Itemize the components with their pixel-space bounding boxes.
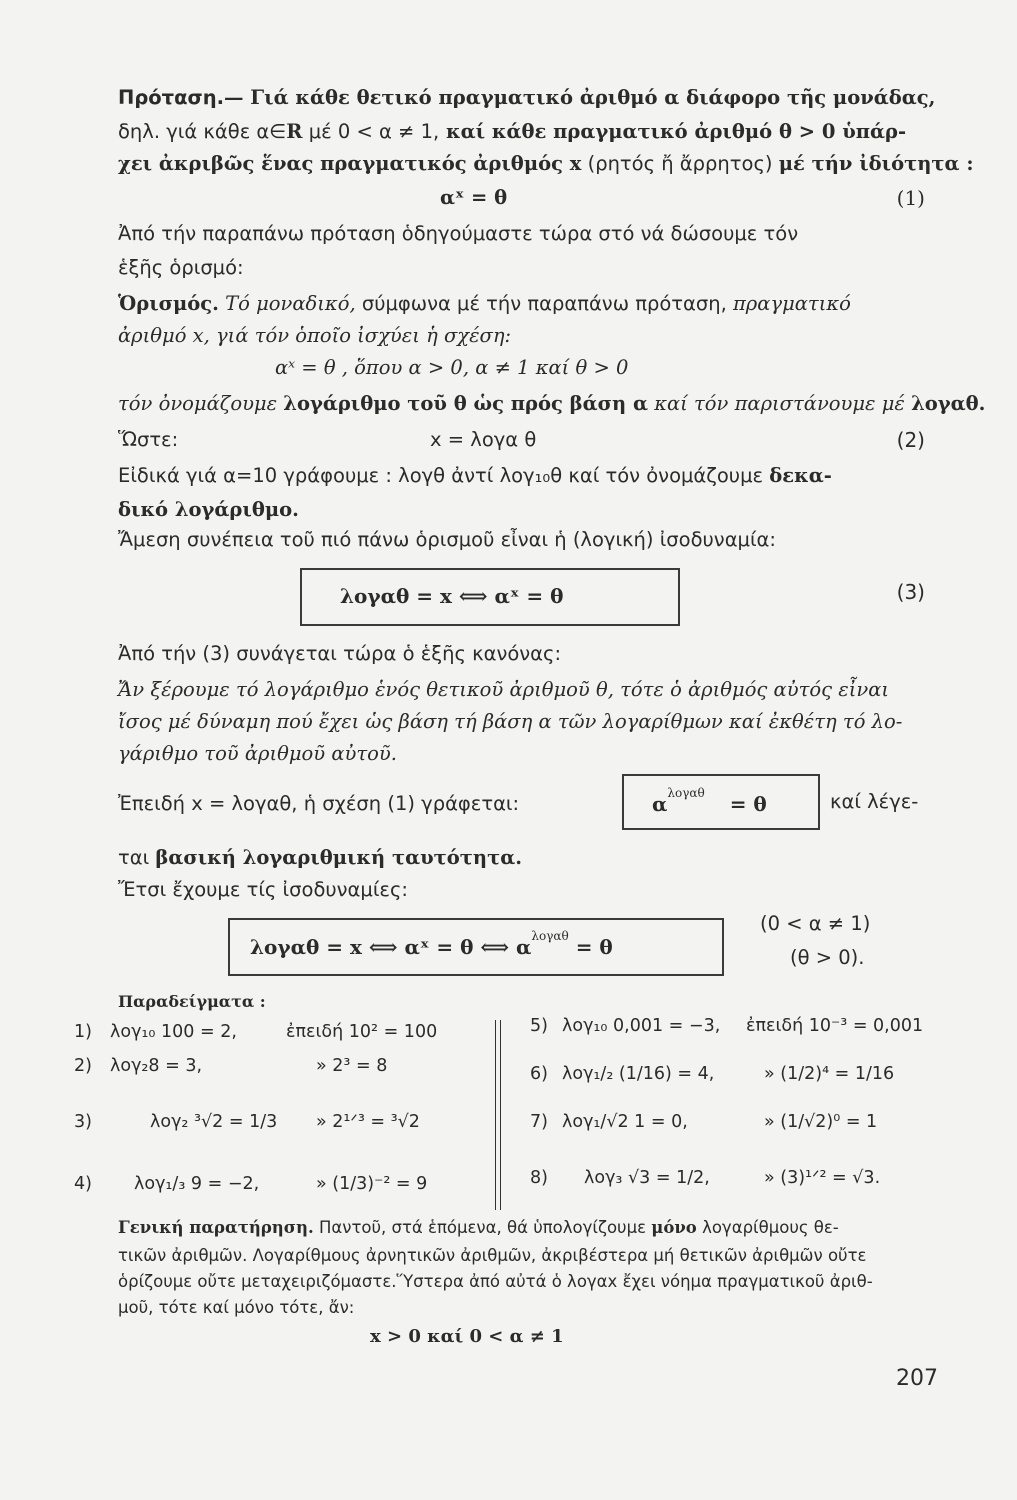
example-6-number: 6) — [530, 1064, 548, 1084]
rule-intro: Ἀπό τήν (3) συνάγεται τώρα ὁ ἑξῆς κανόνας: — [118, 642, 562, 665]
consequence-text: Ἄμεση συνέπεια τοῦ πιό πάνω ὁρισμοῦ εἶναι ἡ (λογική) ἰσοδυναμία: — [118, 528, 776, 551]
equation-1-number: (1) — [896, 186, 925, 210]
example-4-expr: λογ₁/₃ 9 = −2, — [134, 1174, 260, 1194]
equivalences-intro: Ἔτσι ἔχουμε τίς ἰσοδυναμίες: — [118, 878, 408, 901]
example-5-expr: λογ₁₀ 0,001 = −3, — [562, 1016, 721, 1036]
identity-formula: $\alpha^{\lambda o\gamma\alpha\theta} = \theta$ — [652, 786, 767, 816]
example-6-expr: λογ₁/₂ (1/16) = 4, — [562, 1064, 715, 1084]
example-3-number: 3) — [74, 1112, 92, 1132]
example-1-expr: λογ₁₀ 100 = 2, — [110, 1022, 237, 1042]
proposition-line-2: δηλ. γιά κάθε α∈R μέ 0 < α ≠ 1, καί κάθε πραγματικό ἀριθμό θ > 0 ὑπάρ- — [118, 120, 907, 143]
definition-line-1: Ὁρισμός. Τό μοναδικό, σύμφωνα μέ τήν παραπάνω πρόταση, πραγματικό — [118, 292, 851, 315]
general-final-condition: x > 0 καί 0 < α ≠ 1 — [370, 1326, 564, 1347]
example-2-number: 2) — [74, 1056, 92, 1076]
definition-condition: αˣ = θ , ὅπου α > 0, α ≠ 1 καί θ > 0 — [275, 356, 629, 379]
decimal-line-2: δικό λογάριθμο. — [118, 498, 299, 521]
equation-2: x = λογα θ — [430, 428, 537, 451]
example-3-expr: λογ₂ ³√2 = 1/3 — [150, 1112, 278, 1132]
example-2-expr: λογ₂8 = 3, — [110, 1056, 203, 1076]
identity-post: καί λέγε- — [830, 790, 919, 813]
general-label: Γενική παρατήρηση. — [118, 1218, 314, 1237]
example-4-reason: » (1/3)⁻² = 9 — [316, 1174, 428, 1194]
proposition-label: Πρόταση. — [118, 86, 224, 109]
definition-line-4: τόν ὀνομάζουμε λογάριθμο τοῦ θ ὡς πρός βάση α καί τόν παριστάνουμε μέ λογαθ. — [118, 392, 986, 415]
example-2-reason: » 2³ = 8 — [316, 1056, 388, 1076]
general-line-4: μοῦ, τότε καί μόνο τότε, ἄν: — [118, 1298, 355, 1317]
example-8-reason: » (3)¹ᐟ² = √3. — [764, 1168, 881, 1188]
definition-line-2: ἀριθμό x, γιά τόν ὁποῖο ἰσχύει ἡ σχέση: — [118, 324, 512, 347]
proposition-line-1: Πρόταση.— Γιά κάθε θετικό πραγματικό ἀριθμό α διάφορο τῆς μονάδας, — [118, 86, 936, 109]
example-1-reason: ἐπειδή 10² = 100 — [286, 1022, 438, 1042]
equation-1: αˣ = θ — [440, 186, 508, 209]
equivalences-condition-1: (0 < α ≠ 1) — [760, 912, 871, 935]
example-7-reason: » (1/√2)⁰ = 1 — [764, 1112, 878, 1132]
decimal-line-1: Εἰδικά γιά α=10 γράφουμε : λογθ ἀντί λογ₁₀θ καί τόν ὀνομάζουμε δεκα- — [118, 464, 832, 487]
examples-divider — [495, 1020, 501, 1210]
example-8-number: 8) — [530, 1168, 548, 1188]
example-7-expr: λογ₁/√2 1 = 0, — [562, 1112, 688, 1132]
example-8-expr: λογ₃ √3 = 1/2, — [584, 1168, 710, 1188]
rule-line-3: γάριθμο τοῦ ἀριθμοῦ αὐτοῦ. — [118, 742, 397, 765]
page-number: 207 — [896, 1366, 938, 1391]
intro-line-1: Ἀπό τήν παραπάνω πρόταση ὁδηγούμαστε τώρα στό νά δώσουμε τόν — [118, 222, 799, 245]
identity-intro: Ἐπειδή x = λογαθ, ἡ σχέση (1) γράφεται: — [118, 792, 520, 815]
general-line-1: Γενική παρατήρηση. Παντοῦ, στά ἑπόμενα, θά ὑπολογίζουμε μόνο λογαρίθμους θε- — [118, 1218, 839, 1237]
definition-label: Ὁρισμός. — [118, 292, 219, 315]
proposition-line-3: χει ἀκριβῶς ἕνας πραγματικός ἀριθμός x (ρητός ἤ ἄρρητος) μέ τήν ἰδιότητα : — [118, 152, 974, 175]
equation-3: λογαθ = x ⟺ αˣ = θ — [340, 584, 564, 608]
so-label: Ὥστε: — [118, 428, 179, 451]
equivalences-formula: λογαθ = x ⟺ αˣ = θ ⟺ $\alpha^{\lambda o\gamma\alpha\theta} = \theta$ — [250, 929, 613, 959]
example-5-number: 5) — [530, 1016, 548, 1036]
rule-line-1: Ἄν ξέρουμε τό λογάριθμο ἑνός θετικοῦ ἀριθμοῦ θ, τότε ὁ ἀριθμός αὐτός εἶναι — [118, 678, 890, 701]
example-4-number: 4) — [74, 1174, 92, 1194]
equation-3-number: (3) — [896, 580, 925, 604]
equivalences-condition-2: (θ > 0). — [790, 946, 865, 969]
general-line-2: τικῶν ἀριθμῶν. Λογαρίθμους ἀρνητικῶν ἀριθμῶν, ἀκριβέστερα μή θετικῶν ἀριθμῶν οὔτε — [118, 1246, 867, 1265]
examples-title: Παραδείγματα : — [118, 992, 266, 1011]
general-line-3: ὁρίζουμε οὔτε μεταχειριζόμαστε.Ὕστερα ἀπό αὐτά ὁ λογαx ἔχει νόημα πραγματικοῦ ἀριθ- — [118, 1272, 873, 1291]
equation-2-number: (2) — [896, 428, 925, 452]
example-1-number: 1) — [74, 1022, 92, 1042]
rule-line-2: ἴσος μέ δύναμη πού ἔχει ὡς βάση τή βάση α τῶν λογαρίθμων καί ἐκθέτη τό λο- — [118, 710, 903, 733]
intro-line-2: ἑξῆς ὁρισμό: — [118, 256, 244, 279]
example-6-reason: » (1/2)⁴ = 1/16 — [764, 1064, 895, 1084]
identity-line-2: ται βασική λογαριθμική ταυτότητα. — [118, 846, 523, 869]
example-5-reason: ἐπειδή 10⁻³ = 0,001 — [746, 1016, 924, 1036]
example-3-reason: » 2¹ᐟ³ = ³√2 — [316, 1112, 420, 1132]
example-7-number: 7) — [530, 1112, 548, 1132]
